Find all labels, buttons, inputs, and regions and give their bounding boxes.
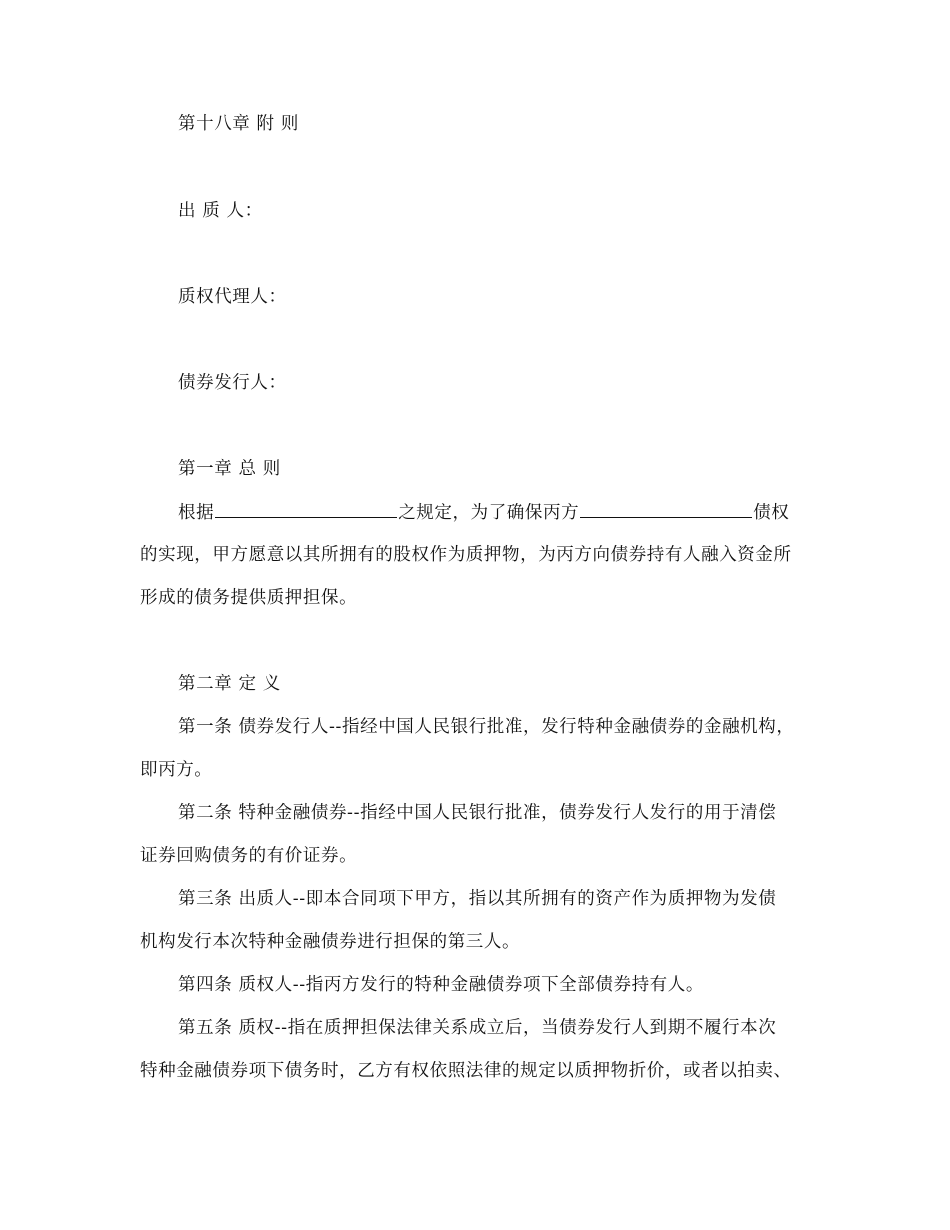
chapter-1-paragraph-line-2: 的实现，甲方愿意以其所拥有的股权作为质押物，为丙方向债券持有人融入资金所 [140,545,792,565]
article-3-line-1: 第三条 出质人--即本合同项下甲方，指以其所拥有的资产作为质押物为发债 [178,889,777,909]
blank-underline [215,501,397,518]
issuer-label: 债券发行人： [178,373,287,393]
chapter-18-heading: 第十八章 附 则 [178,114,299,134]
article-3-line-2: 机构发行本次特种金融债券进行担保的第三人。 [140,932,521,952]
article-2-line-1: 第二条 特种金融债券--指经中国人民银行批准，债券发行人发行的用于清偿 [178,803,777,823]
article-5-line-1: 第五条 质权--指在质押担保法律关系成立后，当债券发行人到期不履行本次 [178,1018,777,1038]
chapter-1-heading: 第一章 总 则 [178,459,281,479]
blank-underline [580,501,752,518]
text-segment: 之规定，为了确保丙方 [398,503,580,523]
chapter-1-paragraph-line-1 [178,501,789,524]
text-segment: 债权 [753,503,790,523]
article-2-line-2: 证券回购债务的有价证券。 [140,846,358,866]
article-1-line-2: 即丙方。 [140,760,213,780]
pledgor-label: 出 质 人： [178,201,263,221]
article-4-line-1: 第四条 质权人--指丙方发行的特种金融债券项下全部债券持有人。 [178,975,704,995]
chapter-1-paragraph-line-3: 形成的债务提供质押担保。 [140,588,358,608]
pledge-agent-label: 质权代理人： [178,287,287,307]
article-1-line-1: 第一条 债券发行人--指经中国人民银行批准，发行特种金融债券的金融机构， [178,717,795,737]
article-5-line-2: 特种金融债券项下债务时，乙方有权依照法律的规定以质押物折价，或者以拍卖、 [140,1061,792,1081]
chapter-2-heading: 第二章 定 义 [178,674,281,694]
text-segment: 根据 [178,503,215,523]
